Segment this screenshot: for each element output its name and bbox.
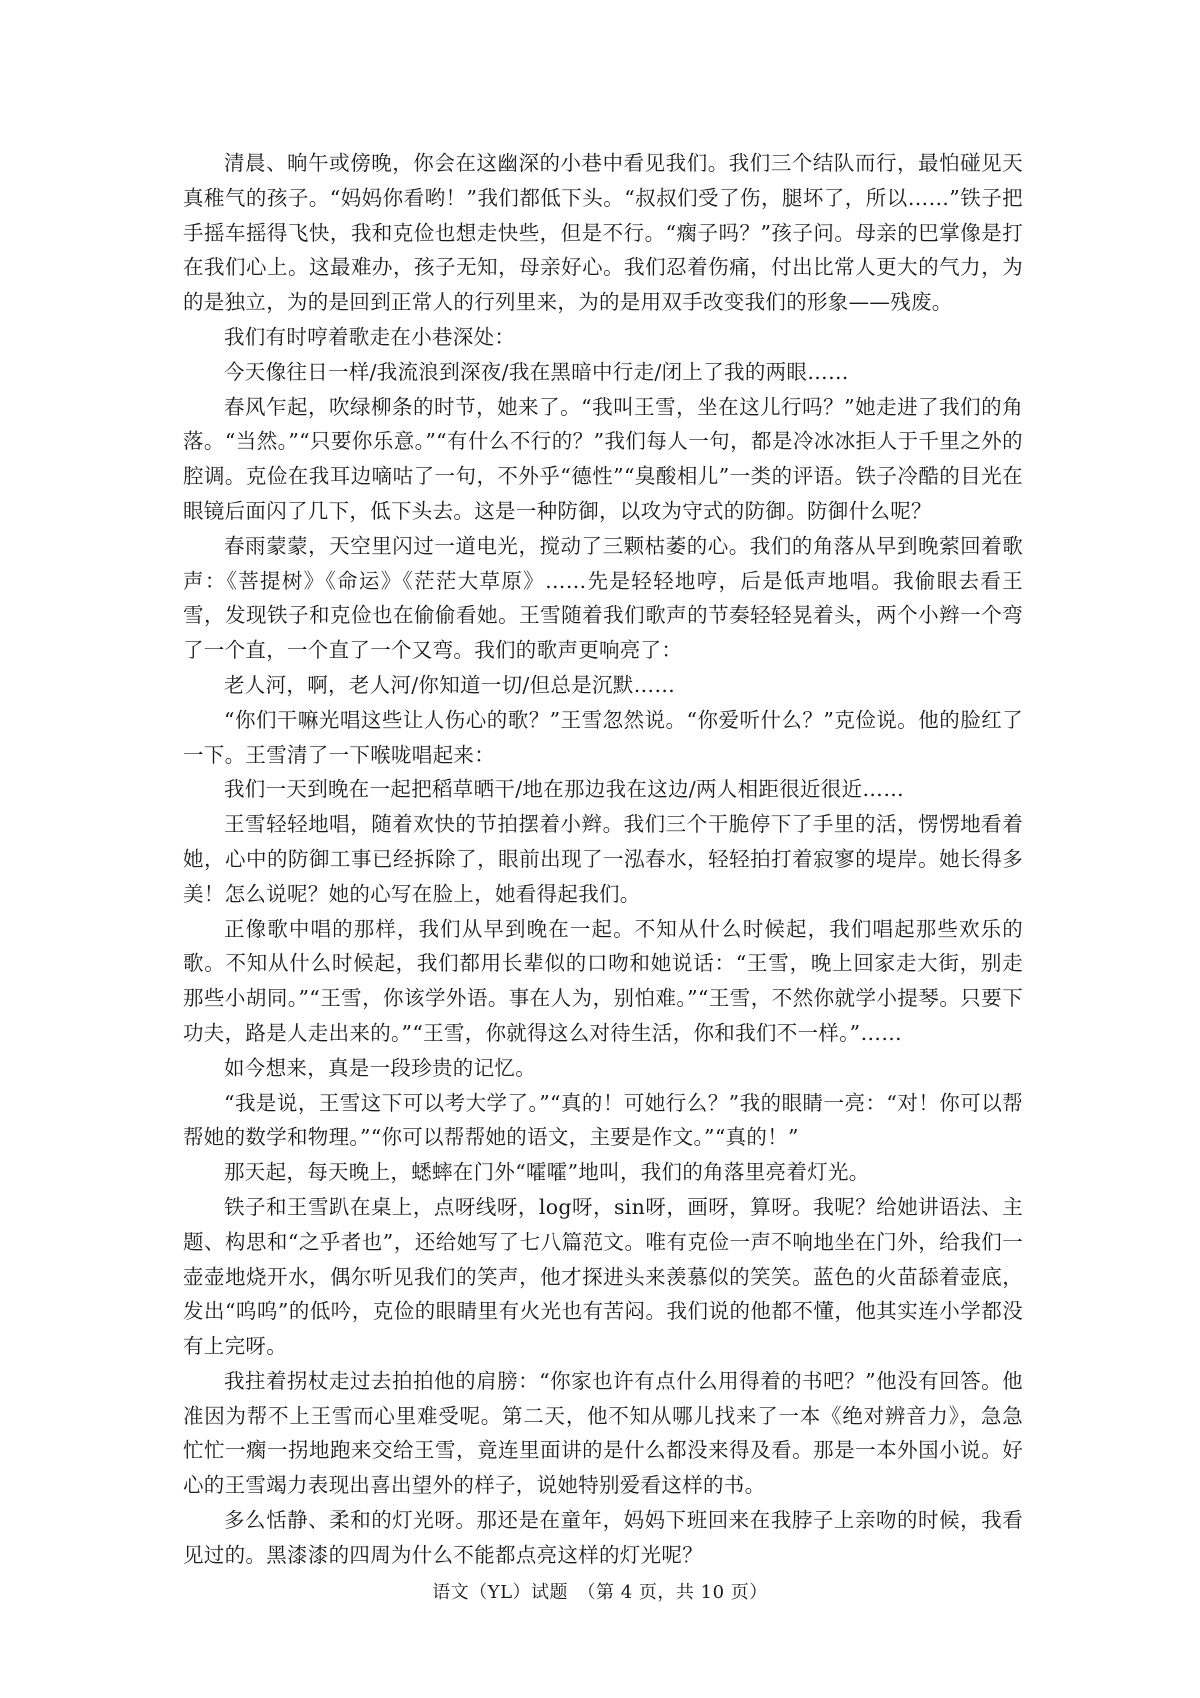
paragraph-11: 如今想来，真是一段珍贵的记忆。: [224, 1055, 536, 1080]
paragraph-13: 那天起，每天晚上，蟋蟀在门外“嚯嚯”地叫，我们的角落里亮着灯光。: [224, 1160, 870, 1185]
paragraph-2: 我们有时哼着歌走在小巷深处：: [224, 324, 516, 349]
lyric-line-1: 今天像往日一样/我流浪到深夜/我在黑暗中行走/闭上了我的两眼……: [224, 359, 849, 384]
lyric-line-3: 我们一天到晚在一起把稻草晒干/地在那边我在这边/两人相距很近很近……: [224, 777, 905, 802]
reading-passage: [183, 146, 1023, 1573]
paragraph-14: 铁子和王雪趴在桌上，点呀线呀，log呀，sin呀，画呀，算呀。我呢？给她讲语法、主题、构思和“之乎者也”，还给她写了七八篇范文。唯有克俭一声不响地坐在门外，给我们一壶壶地烧开水，偶尔听见我们的笑声，他才探进头来羡慕似的笑笑。蓝色的火苗舔着壶底，发出“呜呜”的低吟，克俭的眼睛里有火光也有苦闷。我们说的他都不懂，他其实连小学都没有上完呀。: [183, 1194, 1023, 1359]
paragraph-7: “你们干嘛光唱这些让人伤心的歌？”王雪忽然说。“你爱听什么？”克俭说。他的脸红了一下。王雪清了一下喉咙唱起来：: [183, 707, 1023, 767]
lyric-line-2: 老人河，啊，老人河/你知道一切/但总是沉默……: [224, 672, 676, 697]
paragraph-16: 多么恬静、柔和的灯光呀。那还是在童年，妈妈下班回来在我脖子上亲吻的时候，我看见过的。黑漆漆的四周为什么不能都点亮这样的灯光呢？: [183, 1508, 1023, 1567]
paragraph-12: “我是说，王雪这下可以考大学了。”“真的！可她行么？”我的眼睛一亮：“对！你可以帮帮她的数学和物理。”“你可以帮帮她的语文，主要是作文。”“真的！”: [183, 1090, 1023, 1150]
paragraph-15: 我拄着拐杖走过去拍拍他的肩膀：“你家也许有点什么用得着的书吧？”他没有回答。他准因为帮不上王雪而心里难受呢。第二天，他不知从哪儿找来了一本《绝对辨音力》，急急忙忙一瘸一拐地跑来交给王雪，竟连里面讲的是什么都没来得及看。那是一本外国小说。好心的王雪竭力表现出喜出望外的样子，说她特别爱看这样的书。: [183, 1368, 1023, 1498]
paragraph-1: 清晨、晌午或傍晚，你会在这幽深的小巷中看见我们。我们三个结队而行，最怕碰见天真稚气的孩子。“妈妈你看哟！”我们都低下头。“叔叔们受了伤，腿坏了，所以……”铁子把手摇车摇得飞快，我和克俭也想走快些，但是不行。“瘸子吗？”孩子问。母亲的巴掌像是打在我们心上。这最难办，孩子无知，母亲好心。我们忍着伤痛，付出比常人更大的气力，为的是独立，为的是回到正常人的行列里来，为的是用双手改变我们的形象——残废。: [183, 151, 1023, 315]
paragraph-9: 王雪轻轻地唱，随着欢快的节拍摆着小辫。我们三个干脆停下了手里的活，愣愣地看着她，心中的防御工事已经拆除了，眼前出现了一泓春水，轻轻拍打着寂寥的堤岸。她长得多美！怎么说呢？她的心写在脸上，她看得起我们。: [183, 812, 1023, 906]
paragraph-4: 春风乍起，吹绿柳条的时节，她来了。“我叫王雪，坐在这儿行吗？”她走进了我们的角落。“当然。”“只要你乐意。”“有什么不行的？”我们每人一句，都是冷冰冰拒人于千里之外的腔调。克俭在我耳边嘀咕了一句，不外乎“德性”“臭酸相儿”一类的评语。铁子冷酷的目光在眼镜后面闪了几下，低下头去。这是一种防御，以攻为守式的防御。防御什么呢？: [183, 394, 1023, 523]
paragraph-10: 正像歌中唱的那样，我们从早到晚在一起。不知从什么时候起，我们唱起那些欢乐的歌。不知从什么时候起，我们都用长辈似的口吻和她说话：“王雪，晚上回家走大街，别走那些小胡同。”“王雪，你该学外语。事在人为，别怕难。”“王雪，不然你就学小提琴。只要下功夫，路是人走出来的。”“王雪，你就得这么对待生活，你和我们不一样。”……: [183, 916, 1023, 1045]
page-footer: 语文（YL）试题 （第 4 页，共 10 页）: [432, 1582, 768, 1603]
paragraph-5: 春雨蒙蒙，天空里闪过一道电光，搅动了三颗枯萎的心。我们的角落从早到晚萦回着歌声：《菩提树》《命运》《茫茫大草原》……先是轻轻地哼，后是低声地唱。我偷眼去看王雪，发现铁子和克俭也在偷偷看她。王雪随着我们歌声的节奏轻轻晃着头，两个小辫一个弯了一个直，一个直了一个又弯。我们的歌声更响亮了：: [183, 533, 1023, 663]
